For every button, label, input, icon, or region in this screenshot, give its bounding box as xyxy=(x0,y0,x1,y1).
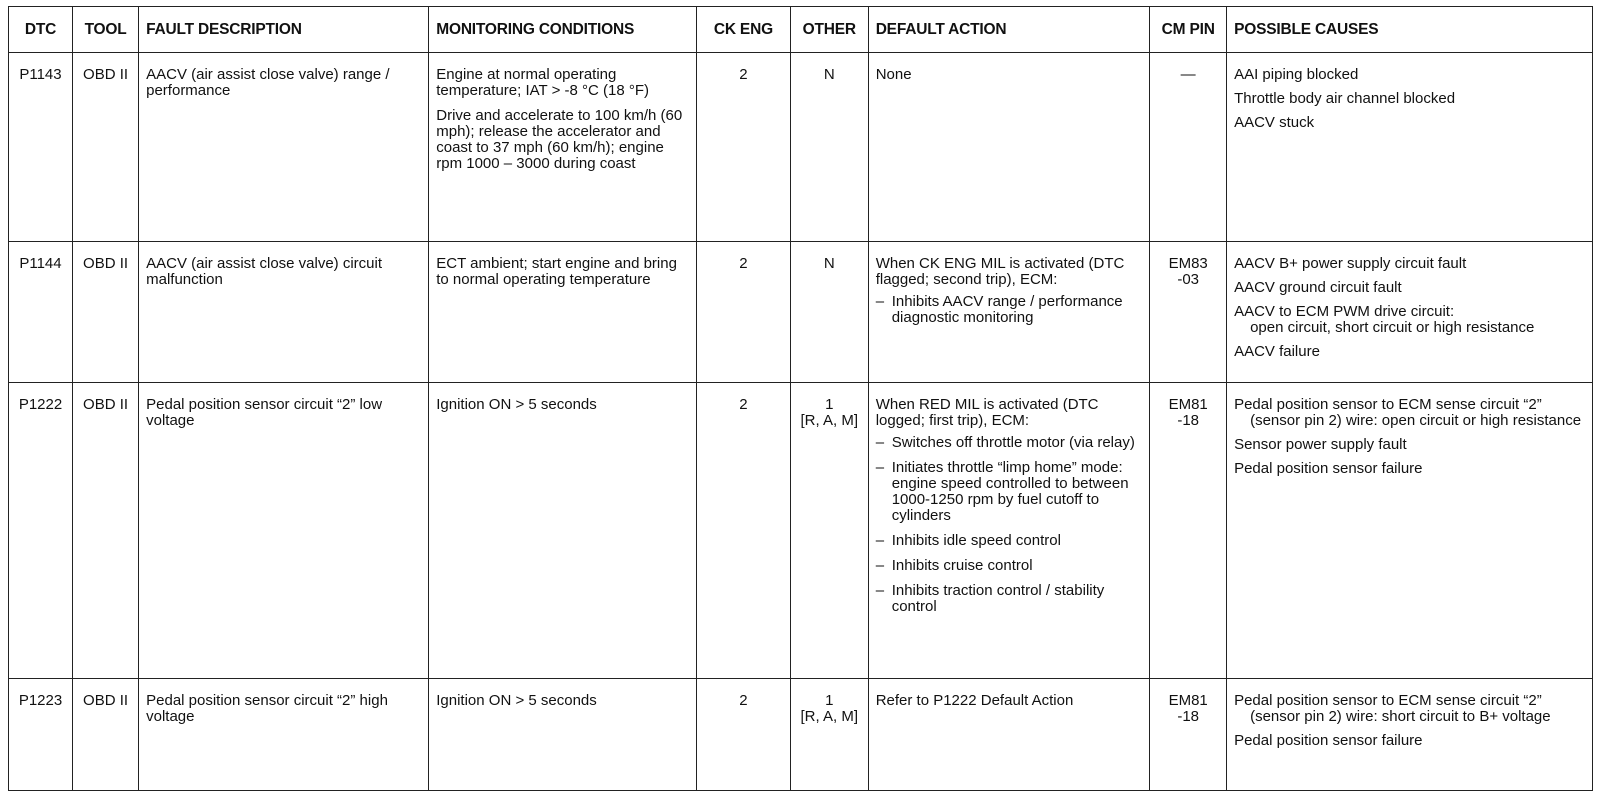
cause-text: Pedal position sensor to ECM sense circuit “2” xyxy=(1234,396,1542,413)
tool-name: OBD II xyxy=(73,383,139,679)
possible-cause xyxy=(1234,437,1585,453)
dtc-table xyxy=(8,6,1593,791)
ck-eng-value: 2 xyxy=(696,242,790,383)
default-action-item: – Inhibits AACV range / performance diagnostic monitoring xyxy=(876,294,1143,326)
tool-name: OBD II xyxy=(73,679,139,791)
default-action-item: – Inhibits traction control / stability control xyxy=(876,583,1143,615)
header-cm-pin: CM PIN xyxy=(1150,7,1227,53)
other-cell xyxy=(790,242,868,383)
possible-cause xyxy=(1234,733,1585,749)
tool-name: OBD II xyxy=(73,53,139,242)
other-value: 1 xyxy=(825,396,834,413)
header-monitoring-conditions: MONITORING CONDITIONS xyxy=(429,7,697,53)
possible-cause xyxy=(1234,280,1585,296)
table-row xyxy=(9,53,1593,242)
cause-detail: (sensor pin 2) wire: open circuit or high resistance xyxy=(1250,412,1582,429)
default-action xyxy=(868,383,1150,679)
cause-text: Pedal position sensor to ECM sense circuit “2” xyxy=(1234,692,1542,709)
fault-description: Pedal position sensor circuit “2” high voltage xyxy=(139,679,429,791)
possible-cause xyxy=(1234,397,1585,429)
cm-pin-line: — xyxy=(1180,66,1196,83)
other-value: N xyxy=(823,66,835,83)
ck-eng-value: 2 xyxy=(696,53,790,242)
default-action xyxy=(868,679,1150,791)
other-value: N xyxy=(823,255,835,272)
other-sub: [R, A, M] xyxy=(800,708,859,725)
cm-pin xyxy=(1150,679,1227,791)
other-sub: [R, A, M] xyxy=(800,412,859,429)
header-tool: TOOL xyxy=(73,7,139,53)
cm-pin-line: EM81 xyxy=(1168,692,1208,709)
monitoring-conditions xyxy=(429,242,697,383)
ck-eng-value: 2 xyxy=(696,679,790,791)
default-action-item: – Inhibits cruise control xyxy=(876,558,1143,574)
other-cell xyxy=(790,679,868,791)
default-action xyxy=(868,242,1150,383)
cause-detail: (sensor pin 2) wire: short circuit to B+ voltage xyxy=(1250,708,1551,725)
tool-name: OBD II xyxy=(73,242,139,383)
other-cell xyxy=(790,383,868,679)
cause-detail: open circuit, short circuit or high resistance xyxy=(1250,319,1535,336)
table-row xyxy=(9,242,1593,383)
fault-description: Pedal position sensor circuit “2” low voltage xyxy=(139,383,429,679)
default-action-lead: When CK ENG MIL is activated (DTC flagged; second trip), ECM: xyxy=(875,255,1125,288)
possible-causes xyxy=(1227,383,1593,679)
cause-text: AAI piping blocked xyxy=(1234,66,1359,83)
possible-causes xyxy=(1227,53,1593,242)
cm-pin-line: EM81 xyxy=(1168,396,1208,413)
other-value: 1 xyxy=(825,692,834,709)
header-other: OTHER xyxy=(790,7,868,53)
cm-pin-line: -18 xyxy=(1177,412,1200,429)
table-row xyxy=(9,679,1593,791)
fault-description: AACV (air assist close valve) range / performance xyxy=(139,53,429,242)
table-row xyxy=(9,383,1593,679)
cm-pin xyxy=(1150,383,1227,679)
cm-pin-line: EM83 xyxy=(1168,255,1208,272)
default-action-lead: When RED MIL is activated (DTC logged; first trip), ECM: xyxy=(875,396,1099,429)
cm-pin-line: -03 xyxy=(1177,271,1200,288)
header-fault-description: FAULT DESCRIPTION xyxy=(139,7,429,53)
default-action-lead: None xyxy=(875,66,912,83)
default-action xyxy=(868,53,1150,242)
possible-causes xyxy=(1227,242,1593,383)
possible-cause xyxy=(1234,115,1585,131)
default-action-lead: Refer to P1222 Default Action xyxy=(875,692,1074,709)
monitoring-conditions xyxy=(429,679,697,791)
cause-text: AACV ground circuit fault xyxy=(1234,279,1402,296)
fault-description: AACV (air assist close valve) circuit malfunction xyxy=(139,242,429,383)
possible-cause xyxy=(1234,91,1585,107)
dtc-code: P1222 xyxy=(9,383,73,679)
dtc-code: P1144 xyxy=(9,242,73,383)
header-row xyxy=(9,7,1593,53)
possible-cause xyxy=(1234,67,1585,83)
cause-text: Pedal position sensor failure xyxy=(1234,460,1423,477)
other-cell xyxy=(790,53,868,242)
possible-cause xyxy=(1234,461,1585,477)
cm-pin xyxy=(1150,53,1227,242)
possible-cause xyxy=(1234,693,1585,725)
cause-text: AACV B+ power supply circuit fault xyxy=(1234,255,1467,272)
header-possible-causes: POSSIBLE CAUSES xyxy=(1227,7,1593,53)
possible-cause xyxy=(1234,256,1585,272)
cause-text: AACV to ECM PWM drive circuit: xyxy=(1234,303,1455,320)
dtc-code: P1223 xyxy=(9,679,73,791)
monitoring-condition: ECT ambient; start engine and bring to normal operating temperature xyxy=(436,255,677,288)
default-action-item: – Inhibits idle speed control xyxy=(876,533,1143,549)
possible-cause xyxy=(1234,344,1585,360)
default-action-item: – Initiates throttle “limp home” mode: engine speed controlled to between 1000-1250 rpm by fuel cutoff to cylinders xyxy=(876,460,1143,524)
ck-eng-value: 2 xyxy=(696,383,790,679)
cm-pin-line: -18 xyxy=(1177,708,1200,725)
possible-causes xyxy=(1227,679,1593,791)
header-ck-eng: CK ENG xyxy=(696,7,790,53)
header-default-action: DEFAULT ACTION xyxy=(868,7,1150,53)
cause-text: AACV stuck xyxy=(1234,114,1315,131)
table-body xyxy=(9,53,1593,791)
possible-cause xyxy=(1234,304,1585,336)
cause-text: AACV failure xyxy=(1234,343,1320,360)
monitoring-condition: Ignition ON > 5 seconds xyxy=(436,396,597,413)
default-action-item: – Switches off throttle motor (via relay) xyxy=(876,435,1143,451)
header-dtc: DTC xyxy=(9,7,73,53)
monitoring-conditions xyxy=(429,53,697,242)
cause-text: Throttle body air channel blocked xyxy=(1234,90,1456,107)
monitoring-condition: Ignition ON > 5 seconds xyxy=(436,692,597,709)
monitoring-condition: Drive and accelerate to 100 km/h (60 mph); release the accelerator and coast to 37 mph (60 km/h); engine rpm 1000 – 3000 during coast xyxy=(436,107,683,172)
cause-text: Pedal position sensor failure xyxy=(1234,732,1423,749)
dtc-code: P1143 xyxy=(9,53,73,242)
monitoring-conditions xyxy=(429,383,697,679)
cause-text: Sensor power supply fault xyxy=(1234,436,1407,453)
cm-pin xyxy=(1150,242,1227,383)
monitoring-condition: Engine at normal operating temperature; IAT > -8 °C (18 °F) xyxy=(436,66,650,99)
